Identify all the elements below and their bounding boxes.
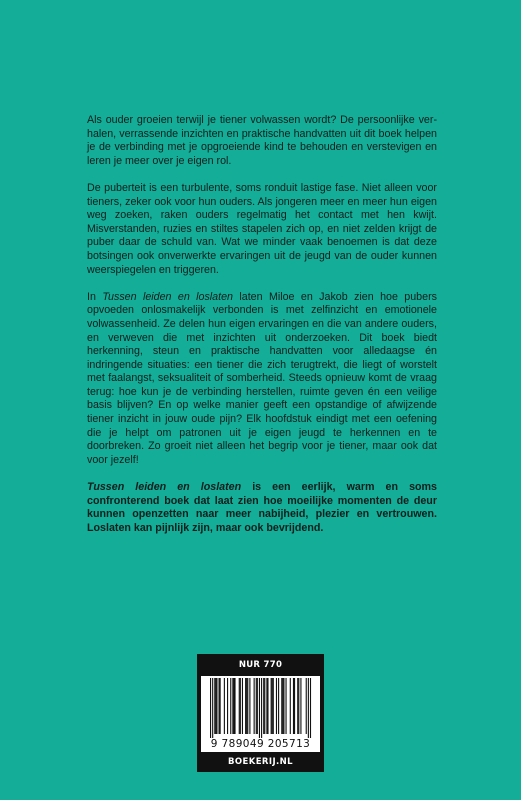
barcode-bar <box>246 678 247 734</box>
barcode-bar <box>249 678 250 734</box>
barcode-bar <box>294 678 295 734</box>
barcode-bar <box>245 678 246 734</box>
barcode-bar <box>215 678 216 734</box>
blurb-paragraph-intro-text: Als ouder groeien terwijl je tiener volwassen wordt? De persoonlijke verhalen, verrassende inzichten en praktische handvatten uit dit boek helpen je de verbinding met je opgroeiende kind te behouden en verstevigen en leren je meer over je eigen rol. <box>87 114 437 167</box>
barcode-bar <box>210 678 211 738</box>
barcode-bar <box>308 678 309 738</box>
barcode-bar <box>293 678 294 734</box>
blurb-paragraph-puberty <box>87 182 437 277</box>
blurb-text <box>87 114 437 549</box>
barcode-panel <box>201 676 320 752</box>
barcode-bar <box>283 678 284 734</box>
barcode-bar <box>285 678 286 734</box>
barcode-bar <box>310 678 311 738</box>
barcode-bar <box>281 678 282 734</box>
barcode-bar <box>227 678 228 734</box>
barcode-bar <box>278 678 279 734</box>
blurb-paragraph-authors-text: laten Miloe en Jakob zien hoe pubers opvoeden onlosmakelijk verbonden is met zelfinzicht en emotionele volwassenheid. Ze delen hun eigen ervaringen en die van andere ouders, en verweven die met inzichten uit onderzoeken. Dit boek biedt herkenning, steun en praktische handvatten voor alledaagse én indringende situaties: een tiener die zich terugtrekt, die liegt of worstelt met faalangst, seksualiteit of somberheid. Steeds opnieuw komt de vraag terug: hoe kun je de verbinding herstellen, ruimte geven én een veilige basis blijven? En op welke manier geeft een opstandige of afwijzende tiener inzicht in jouw oude pijn? Elk hoofdstuk eindigt met een oefening die je helpt om patronen uit je eigen jeugd te herkennen en te doorbreken. Zo groeit niet alleen het begrip voor je tiener, maar ook dat voor jezelf! <box>87 290 437 466</box>
barcode-bar <box>254 678 255 734</box>
nur-code: NUR 770 <box>238 660 283 670</box>
barcode-bar <box>267 678 268 734</box>
barcode-block <box>197 654 324 772</box>
barcode-bar <box>297 678 298 734</box>
barcode-bar <box>256 678 257 734</box>
blurb-paragraph-authors <box>87 291 437 468</box>
barcode-bar <box>214 678 215 734</box>
barcode-bar <box>263 678 264 734</box>
barcode-bar <box>224 678 225 734</box>
barcode-bar <box>234 678 235 734</box>
barcode-bar <box>300 678 301 734</box>
barcode-bar <box>240 678 241 734</box>
barcode-bar <box>257 678 258 734</box>
barcode-bar <box>282 678 283 734</box>
book-title-italic-bold: Tussen leiden en loslaten <box>87 481 242 494</box>
barcode-bar <box>290 678 291 734</box>
blurb-paragraph-intro <box>87 114 437 168</box>
barcode-bar <box>242 678 243 734</box>
barcode-bar <box>306 678 307 734</box>
barcode-bar <box>239 678 240 734</box>
barcode-bar <box>216 678 217 734</box>
blurb-paragraph-closing-text: is een eerlijk, warm en soms confronterend boek dat laat zien hoe moeilijke momenten de deur kunnen openzetten naar meer nabijheid, plezier en vertrouwen. Loslaten kan pijnlijk zijn, maar ook bevrijdend. <box>87 481 437 534</box>
blurb-in-word: In <box>87 290 96 303</box>
barcode-bar <box>233 678 234 734</box>
barcode-bar <box>264 678 265 734</box>
barcode-bar <box>261 678 262 738</box>
barcode-bar <box>266 678 267 734</box>
ean-barcode <box>201 678 320 738</box>
barcode-bar <box>247 678 248 734</box>
book-title-italic: Tussen leiden en loslaten <box>102 290 233 303</box>
barcode-bar <box>272 678 273 734</box>
barcode-bar <box>219 678 220 734</box>
barcode-bar <box>220 678 221 734</box>
barcode-bar <box>271 678 272 734</box>
isbn-number: 9 789049 205713 <box>210 738 311 750</box>
barcode-bar <box>230 678 231 734</box>
barcode-bar <box>298 678 299 734</box>
barcode-bar <box>232 678 233 734</box>
barcode-bar <box>276 678 277 734</box>
barcode-bar <box>212 678 213 738</box>
blurb-paragraph-puberty-text: De puberteit is een turbulente, soms ronduit lastige fase. Niet alleen voor tieners, zeker ook voor hun ouders. Als jongeren meer en meer hun eigen weg zoeken, raken ouders regelmatig het contact met hen kwijt. Misverstanden, ruzies en stiltes stapelen zich op, en niet zelden krijgt de puber daar de schuld van. Wat we minder vaak benoemen is dat deze botsingen ook onverwerkte ervaringen uit de jeugd van de ouder kunnen weerspiegelen en triggeren. <box>87 181 437 276</box>
blurb-paragraph-closing <box>87 481 437 535</box>
barcode-bar <box>273 678 274 734</box>
barcode-bar <box>259 678 260 738</box>
publisher-url: BOEKERIJ.NL <box>228 757 293 767</box>
